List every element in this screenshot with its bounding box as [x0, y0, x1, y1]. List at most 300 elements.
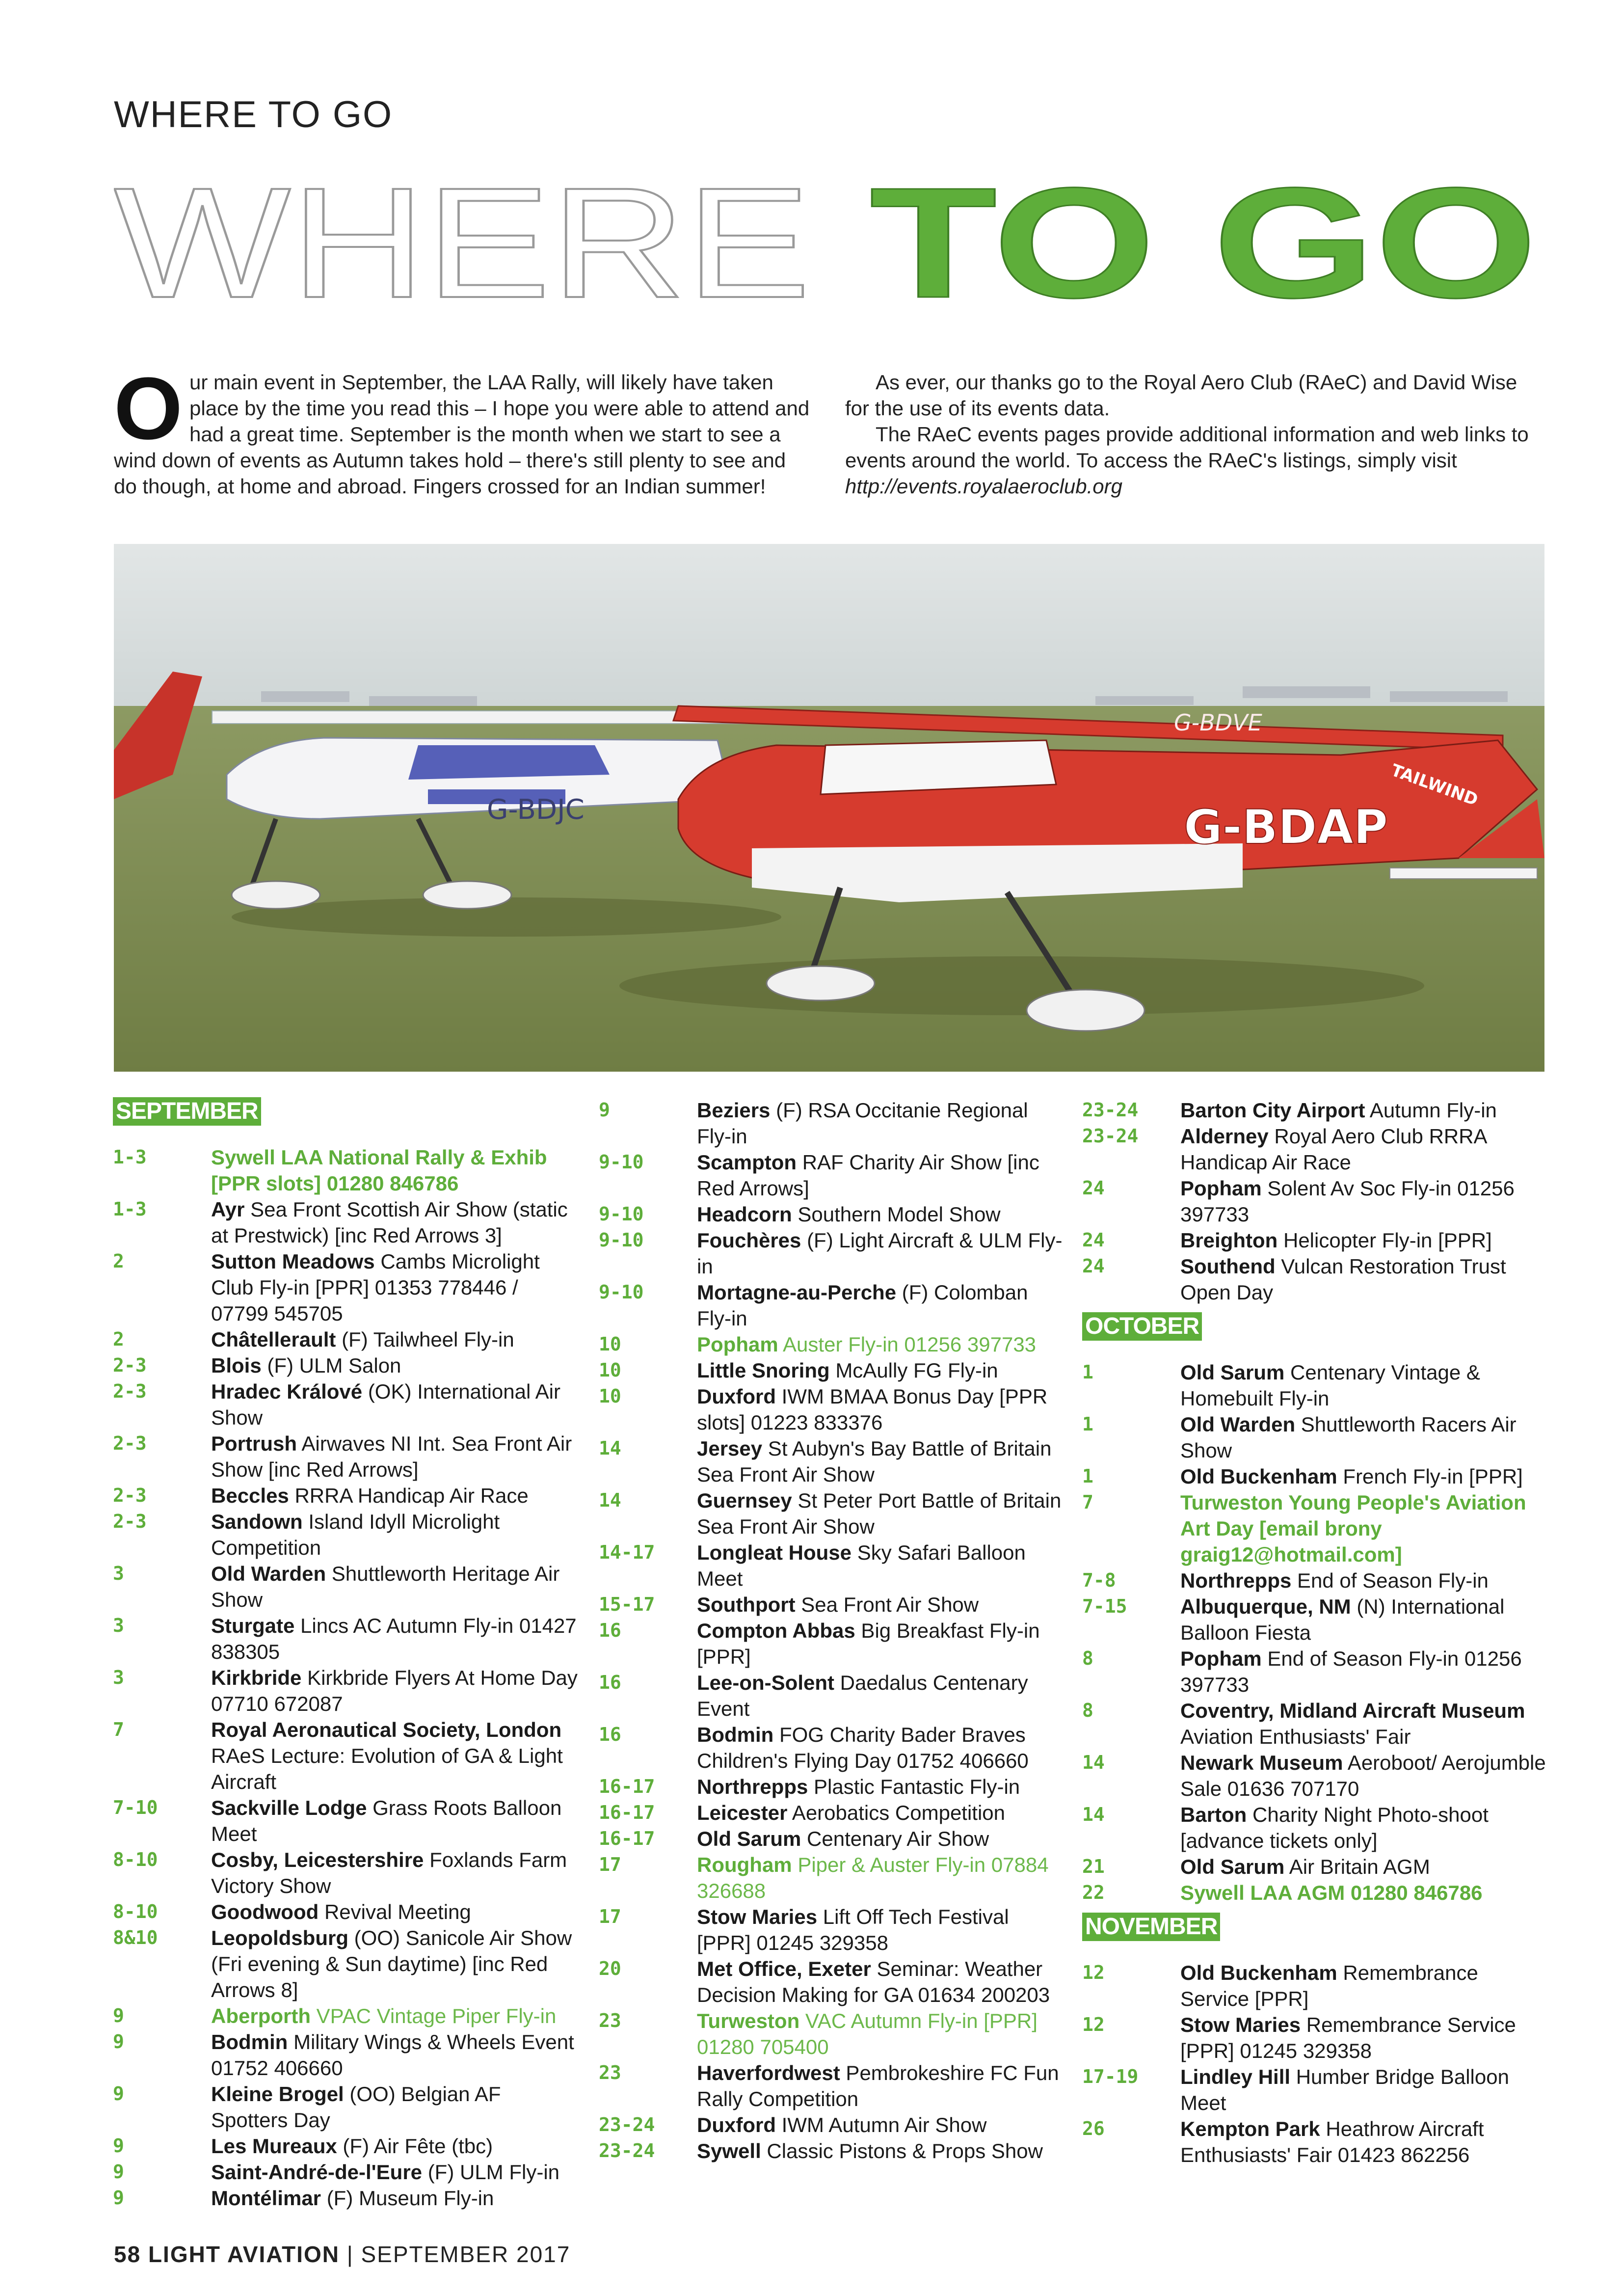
event-row — [113, 1248, 579, 1326]
event-venue: Northrepps — [1180, 1569, 1292, 1592]
event-text — [697, 1383, 1065, 1435]
event-row — [113, 1378, 579, 1431]
event-date: 10 — [599, 1333, 621, 1355]
event-date: 12 — [1082, 2014, 1105, 2035]
photo-reg-right: G-BDAP — [1184, 800, 1388, 855]
event-description: Royal Aero Club RRRA Handicap Air Race — [1180, 1125, 1487, 1174]
event-text — [211, 1352, 579, 1378]
event-row — [599, 1774, 1065, 1800]
event-date: 24 — [1082, 1229, 1105, 1251]
event-date: 22 — [1082, 1882, 1105, 1903]
event-description: Shuttleworth Racers Air Show — [1180, 1413, 1517, 1462]
event-description: Sea Front Scottish Air Show (static at Prestwick) [inc Red Arrows 3] — [211, 1198, 568, 1247]
event-row — [599, 1487, 1065, 1540]
event-row — [113, 1847, 579, 1899]
event-row — [113, 1899, 579, 1925]
event-date: 2-3 — [113, 1354, 147, 1376]
event-venue: Sywell — [697, 2139, 761, 2162]
event-text — [211, 2081, 579, 2133]
event-description: Southern Model Show — [792, 1203, 1001, 1226]
intro-text: ur main event in September, the LAA Rally, will likely have taken place by the time you read this – I hope you were able to attend and had a great time. September is the month when we start to see a wind down of events as Autumn takes hold – there's still plenty to see and do though, at home and abroad. Fingers crossed for an Indian summer! — [114, 371, 810, 498]
event-venue: Guernsey — [697, 1489, 792, 1512]
event-date: 3 — [113, 1615, 124, 1636]
event-text — [697, 1904, 1065, 1956]
event-row — [599, 1435, 1065, 1487]
event-venue: Southport — [697, 1593, 796, 1616]
event-date: 26 — [1082, 2118, 1105, 2139]
event-text — [697, 2060, 1065, 2112]
event-text — [697, 1540, 1065, 1592]
event-row — [113, 1561, 579, 1613]
event-date: 17-19 — [1082, 2066, 1139, 2087]
event-text — [697, 1722, 1065, 1774]
event-row — [1082, 2012, 1548, 2064]
event-row — [599, 1227, 1065, 1279]
event-row — [113, 1925, 579, 2003]
event-row — [113, 1431, 579, 1483]
event-venue: Alderney — [1180, 1125, 1269, 1148]
event-venue: Jersey — [697, 1437, 763, 1460]
event-text — [697, 1800, 1065, 1826]
event-description: Seminar: Weather Decision Making for GA 01634 200203 — [697, 1957, 1050, 2006]
event-date: 7 — [1082, 1491, 1093, 1513]
event-date: 17 — [599, 1906, 621, 1927]
event-row — [599, 1540, 1065, 1592]
event-text — [1180, 1880, 1548, 1906]
event-venue: Northrepps — [697, 1775, 808, 1798]
photo-reg-left: G-BDJC — [487, 794, 585, 826]
event-date: 1-3 — [113, 1198, 147, 1220]
event-description: Pembrokeshire FC Fun Rally Competition — [697, 2061, 1059, 2110]
event-description: Lincs AC Autumn Fly-in 01427 838305 — [211, 1614, 577, 1663]
event-description: (F) Tailwheel Fly-in — [336, 1328, 514, 1351]
event-venue: Old Sarum — [1180, 1855, 1285, 1878]
event-description: French Fly-in [PPR] — [1337, 1465, 1523, 1488]
event-description: (OO) Sanicole Air Show (Fri evening & Sun daytime) [inc Red Arrows 8] — [211, 1926, 572, 2001]
event-date: 12 — [1082, 1962, 1105, 1983]
event-description: Sea Front Air Show — [795, 1593, 979, 1616]
event-description: Island Idyll Microlight Competition — [211, 1510, 500, 1559]
event-venue: Newark Museum — [1180, 1751, 1343, 1774]
event-row — [1082, 1123, 1548, 1175]
event-text — [1180, 1698, 1548, 1750]
intro-right — [845, 369, 1532, 499]
event-description: Kirkbride Flyers At Home Day 07710 672087 — [211, 1666, 578, 1715]
event-venue: Sandown — [211, 1510, 303, 1533]
event-description: Humber Bridge Balloon Meet — [1180, 2065, 1509, 2114]
event-row — [1082, 2116, 1548, 2168]
event-row — [599, 2112, 1065, 2138]
event-date: 21 — [1082, 1856, 1105, 1877]
event-venue: Les Mureaux — [211, 2134, 337, 2158]
event-row — [1082, 1411, 1548, 1463]
event-date: 16 — [599, 1620, 621, 1641]
event-venue: Châtellerault — [211, 1328, 336, 1351]
event-row — [599, 1618, 1065, 1670]
aircraft-photo — [114, 544, 1544, 1072]
event-row — [599, 1800, 1065, 1826]
intro-links-text: The RAeC events pages provide additional information and web links to events around the world. To access the RAeC's listings, simply visit — [845, 423, 1529, 472]
event-row — [113, 2159, 579, 2185]
event-date: 23 — [599, 2062, 621, 2083]
event-row — [599, 2008, 1065, 2060]
event-row — [113, 2081, 579, 2133]
page-number: 58 — [114, 2242, 141, 2267]
event-date: 9-10 — [599, 1151, 644, 1173]
event-venue: Rougham — [697, 1853, 792, 1876]
event-description: Remembrance Service [PPR] 01245 329358 — [1180, 2013, 1516, 2062]
event-date: 16-17 — [599, 1828, 655, 1849]
event-venue: Leicester — [697, 1801, 788, 1824]
event-text — [1180, 2012, 1548, 2064]
event-text — [211, 1847, 579, 1899]
event-venue: Haverfordwest — [697, 2061, 840, 2084]
hero-title-outline: WHERE — [114, 174, 811, 312]
event-row — [113, 1483, 579, 1509]
event-date: 9 — [113, 2161, 124, 2183]
event-venue: Sywell LAA National Rally & Exhib [PPR slots] 01280 846786 — [211, 1146, 547, 1195]
event-venue: Sutton Meadows — [211, 1250, 375, 1273]
event-description: Aerobatics Competition — [787, 1801, 1006, 1824]
event-venue: Beccles — [211, 1484, 289, 1507]
event-date: 24 — [1082, 1177, 1105, 1199]
event-description: VPAC Vintage Piper Fly-in — [311, 2004, 557, 2027]
event-venue: Goodwood — [211, 1900, 319, 1923]
event-row — [113, 2003, 579, 2029]
event-venue: Turweston Young People's Aviation Art Day [email brony graig12@hotmail.com] — [1180, 1491, 1526, 1566]
event-venue: Blois — [211, 1354, 262, 1377]
month-header: NOVEMBER — [1082, 1913, 1220, 1941]
event-date: 2 — [113, 1250, 124, 1272]
event-venue: Old Buckenham — [1180, 1961, 1337, 1984]
event-row — [1082, 2064, 1548, 2116]
event-date: 23-24 — [599, 2114, 655, 2135]
raec-url-link[interactable]: http://events.royalaeroclub.org — [845, 475, 1122, 498]
event-date: 9 — [113, 2187, 124, 2209]
event-venue: Popham — [1180, 1177, 1262, 1200]
event-description: (F) RSA Occitanie Regional Fly-in — [697, 1099, 1028, 1148]
event-text — [697, 1487, 1065, 1540]
event-description: Helicopter Fly-in [PPR] — [1277, 1229, 1492, 1252]
photo-tail-text: TAILWIND — [1388, 760, 1481, 810]
event-venue: Sackville Lodge — [211, 1796, 367, 1819]
event-venue: Mortagne-au-Perche — [697, 1281, 897, 1304]
event-row — [599, 1592, 1065, 1618]
event-text — [1180, 1750, 1548, 1802]
event-row — [113, 1352, 579, 1378]
event-venue: Cosby, Leicestershire — [211, 1848, 424, 1871]
event-description: Vulcan Restoration Trust Open Day — [1180, 1255, 1506, 1304]
event-text — [1180, 2064, 1548, 2116]
event-row — [599, 1201, 1065, 1227]
event-venue: Bodmin — [211, 2030, 288, 2053]
event-text — [697, 1592, 1065, 1618]
event-date: 14 — [1082, 1752, 1105, 1773]
event-description: Military Wings & Wheels Event 01752 406660 — [211, 2030, 574, 2080]
event-description: Revival Meeting — [319, 1900, 471, 1923]
hero-title-green: TO GO — [870, 174, 1537, 312]
event-description: (F) Museum Fly-in — [321, 2187, 494, 2210]
event-date: 14 — [599, 1437, 621, 1459]
event-row — [599, 1956, 1065, 2008]
event-date: 9 — [113, 2135, 124, 2157]
event-row — [113, 1196, 579, 1248]
event-venue: Met Office, Exeter — [697, 1957, 871, 1980]
event-text — [211, 1717, 579, 1795]
event-date: 3 — [113, 1563, 124, 1584]
event-row — [599, 2060, 1065, 2112]
event-row — [599, 1722, 1065, 1774]
event-description: Grass Roots Balloon Meet — [211, 1796, 562, 1845]
event-row — [113, 1326, 579, 1352]
event-row — [113, 1509, 579, 1561]
event-text — [211, 1196, 579, 1248]
event-text — [1180, 1253, 1548, 1305]
event-description: Heathrow Aircraft Enthusiasts' Fair 01423 862256 — [1180, 2117, 1484, 2166]
event-row — [1082, 1227, 1548, 1253]
event-row — [1082, 1489, 1548, 1567]
event-date: 23-24 — [1082, 1099, 1139, 1121]
event-text — [1180, 1489, 1548, 1567]
event-description: Plastic Fantastic Fly-in — [808, 1775, 1020, 1798]
event-row — [599, 1097, 1065, 1149]
event-text — [1180, 1359, 1548, 1411]
event-venue: Headcorn — [697, 1203, 792, 1226]
event-text — [697, 1149, 1065, 1201]
event-venue: Ayr — [211, 1198, 245, 1221]
event-text — [697, 1201, 1065, 1227]
event-description: Shuttleworth Heritage Air Show — [211, 1562, 560, 1611]
event-venue: Popham — [1180, 1647, 1262, 1670]
event-description: RRRA Handicap Air Race — [289, 1484, 529, 1507]
event-description: St Aubyn's Bay Battle of Britain Sea Front Air Show — [697, 1437, 1052, 1486]
event-date: 16 — [599, 1672, 621, 1693]
event-venue: Lindley Hill — [1180, 2065, 1291, 2088]
event-text — [697, 1227, 1065, 1279]
event-row — [1082, 1750, 1548, 1802]
event-date: 24 — [1082, 1255, 1105, 1277]
event-row — [1082, 1097, 1548, 1123]
event-text — [697, 1618, 1065, 1670]
event-venue: Little Snoring — [697, 1359, 830, 1382]
event-row — [113, 2133, 579, 2159]
event-venue: Old Sarum — [1180, 1361, 1285, 1384]
event-description: (F) Colomban Fly-in — [697, 1281, 1028, 1330]
event-date: 2 — [113, 1328, 124, 1350]
event-text — [697, 1097, 1065, 1149]
event-venue: Popham — [697, 1333, 778, 1356]
event-row — [1082, 1854, 1548, 1880]
event-description: RAeS Lecture: Evolution of GA & Light Aircraft — [211, 1744, 563, 1793]
event-venue: Bodmin — [697, 1723, 774, 1746]
event-description: VAC Autumn Fly-in [PPR] 01280 705400 — [697, 2009, 1038, 2058]
events-column-2 — [599, 1097, 1065, 2164]
event-date: 2-3 — [113, 1380, 147, 1402]
event-venue: Stow Maries — [1180, 2013, 1301, 2036]
event-date: 7-10 — [113, 1797, 158, 1818]
event-description: (F) ULM Fly-in — [422, 2161, 560, 2184]
event-date: 9 — [599, 1099, 610, 1121]
event-row — [599, 2138, 1065, 2164]
event-venue: Albuquerque, NM — [1180, 1595, 1351, 1618]
event-venue: Compton Abbas — [697, 1619, 855, 1642]
event-row — [113, 1144, 579, 1196]
event-venue: Sywell LAA AGM 01280 846786 — [1180, 1881, 1483, 1904]
event-date: 3 — [113, 1667, 124, 1688]
event-description: Sky Safari Balloon Meet — [697, 1541, 1026, 1590]
event-date: 23-24 — [599, 2140, 655, 2161]
event-text — [697, 1774, 1065, 1800]
event-venue: Stow Maries — [697, 1905, 818, 1928]
event-row — [1082, 1880, 1548, 1906]
month-header: OCTOBER — [1082, 1312, 1202, 1341]
event-row — [113, 1613, 579, 1665]
event-text — [697, 2112, 1065, 2138]
event-row — [599, 1149, 1065, 1201]
event-row — [113, 1717, 579, 1795]
event-venue: Fouchères — [697, 1229, 801, 1252]
event-row — [1082, 1463, 1548, 1489]
event-venue: Hradec Králové — [211, 1380, 363, 1403]
event-text — [211, 1561, 579, 1613]
events-column-1 — [113, 1097, 579, 2211]
event-row — [113, 2185, 579, 2211]
photo-wing-reg: G-BDVE — [1174, 709, 1262, 736]
event-row — [1082, 1698, 1548, 1750]
event-date: 10 — [599, 1385, 621, 1407]
event-date: 23 — [599, 2010, 621, 2031]
event-description: Air Britain AGM — [1284, 1855, 1430, 1878]
event-date: 16 — [599, 1724, 621, 1745]
event-date: 2-3 — [113, 1485, 147, 1506]
event-venue: Barton City Airport — [1180, 1099, 1365, 1122]
event-row — [1082, 1359, 1548, 1411]
event-venue: Old Warden — [1180, 1413, 1296, 1436]
event-description: Daedalus Centenary Event — [697, 1671, 1028, 1720]
event-text — [1180, 1463, 1548, 1489]
event-description: Foxlands Farm Victory Show — [211, 1848, 567, 1897]
event-text — [697, 1357, 1065, 1383]
intro-thanks: As ever, our thanks go to the Royal Aero Club (RAeC) and David Wise for the use of its events data. — [845, 371, 1517, 420]
event-text — [1180, 1227, 1548, 1253]
event-date: 7-8 — [1082, 1569, 1116, 1591]
event-description: End of Season Fly-in — [1291, 1569, 1489, 1592]
event-date: 16-17 — [599, 1802, 655, 1823]
event-date: 8&10 — [113, 1927, 158, 1948]
event-description: Classic Pistons & Props Show — [761, 2139, 1043, 2162]
event-venue: Aberporth — [211, 2004, 311, 2027]
event-text — [697, 1852, 1065, 1904]
intro-links — [845, 421, 1532, 499]
event-text — [697, 1670, 1065, 1722]
event-venue: Old Buckenham — [1180, 1465, 1337, 1488]
event-date: 2-3 — [113, 1511, 147, 1532]
event-date: 9 — [113, 2005, 124, 2026]
event-description: Piper & Auster Fly-in 07884 326688 — [697, 1853, 1049, 1902]
event-description: Lift Off Tech Festival [PPR] 01245 329358 — [697, 1905, 1009, 1954]
event-venue: Turweston — [697, 2009, 800, 2032]
intro-left — [114, 359, 811, 499]
event-description: End of Season Fly-in 01256 397733 — [1180, 1647, 1522, 1696]
event-description: Airwaves NI Int. Sea Front Air Show [inc Red Arrows] — [211, 1432, 572, 1481]
event-date: 15-17 — [599, 1594, 655, 1615]
event-description: Big Breakfast Fly-in [PPR] — [697, 1619, 1040, 1668]
event-text — [1180, 1854, 1548, 1880]
event-venue: Duxford — [697, 1385, 776, 1408]
event-date: 14 — [599, 1489, 621, 1511]
event-description: FOG Charity Bader Braves Children's Flying Day 01752 406660 — [697, 1723, 1029, 1772]
event-text — [1180, 2116, 1548, 2168]
event-description: (F) Light Aircraft & ULM Fly-in — [697, 1229, 1063, 1278]
event-text — [211, 1925, 579, 2003]
event-date: 10 — [599, 1359, 621, 1381]
event-text — [697, 1331, 1065, 1357]
event-date: 7-15 — [1082, 1595, 1127, 1617]
event-description: (F) ULM Salon — [261, 1354, 401, 1377]
event-date: 9 — [113, 2083, 124, 2105]
event-text — [1180, 1411, 1548, 1463]
month-header: SEPTEMBER — [113, 1097, 261, 1126]
event-venue: Leopoldsburg — [211, 1926, 348, 1949]
event-venue: Old Sarum — [697, 1827, 801, 1850]
event-date: 14 — [1082, 1804, 1105, 1825]
event-text — [697, 2138, 1065, 2164]
event-row — [1082, 1175, 1548, 1227]
event-venue: Kirkbride — [211, 1666, 302, 1689]
event-description: IWM Autumn Air Show — [776, 2113, 987, 2136]
magazine-name: LIGHT AVIATION — [148, 2242, 340, 2267]
events-column-3 — [1082, 1097, 1548, 2168]
event-row — [599, 1383, 1065, 1435]
event-row — [599, 1331, 1065, 1357]
event-row — [113, 1665, 579, 1717]
event-text — [211, 2185, 579, 2211]
event-date: 1-3 — [113, 1146, 147, 1168]
event-description: (OK) International Air Show — [211, 1380, 560, 1429]
event-date: 9 — [113, 2031, 124, 2053]
event-date: 8-10 — [113, 1849, 158, 1870]
event-text — [1180, 1646, 1548, 1698]
event-venue: Beziers — [697, 1099, 771, 1122]
event-description: Cambs Microlight Club Fly-in [PPR] 01353 778446 / 07799 545705 — [211, 1250, 540, 1325]
event-description: Centenary Air Show — [801, 1827, 989, 1850]
event-description: (N) International Balloon Fiesta — [1180, 1595, 1505, 1644]
event-date: 8 — [1082, 1648, 1093, 1669]
event-text — [211, 1431, 579, 1483]
event-text — [211, 2133, 579, 2159]
event-row — [1082, 1802, 1548, 1854]
event-text — [211, 1795, 579, 1847]
event-text — [211, 1144, 579, 1196]
event-text — [211, 2159, 579, 2185]
event-date: 9-10 — [599, 1203, 644, 1225]
event-venue: Sturgate — [211, 1614, 295, 1637]
event-date: 2-3 — [113, 1432, 147, 1454]
section-kicker: WHERE TO GO — [114, 94, 393, 135]
event-venue: Montélimar — [211, 2187, 321, 2210]
event-venue: Royal Aeronautical Society, London — [211, 1718, 562, 1741]
event-text — [1180, 1123, 1548, 1175]
event-text — [211, 1326, 579, 1352]
issue-date: SEPTEMBER 2017 — [361, 2242, 571, 2267]
event-date: 20 — [599, 1958, 621, 1979]
event-text — [211, 2029, 579, 2081]
event-text — [211, 1248, 579, 1326]
event-date: 16-17 — [599, 1776, 655, 1797]
event-date: 1 — [1082, 1465, 1093, 1487]
event-date: 23-24 — [1082, 1125, 1139, 1147]
event-description: Centenary Vintage & Homebuilt Fly-in — [1180, 1361, 1480, 1410]
